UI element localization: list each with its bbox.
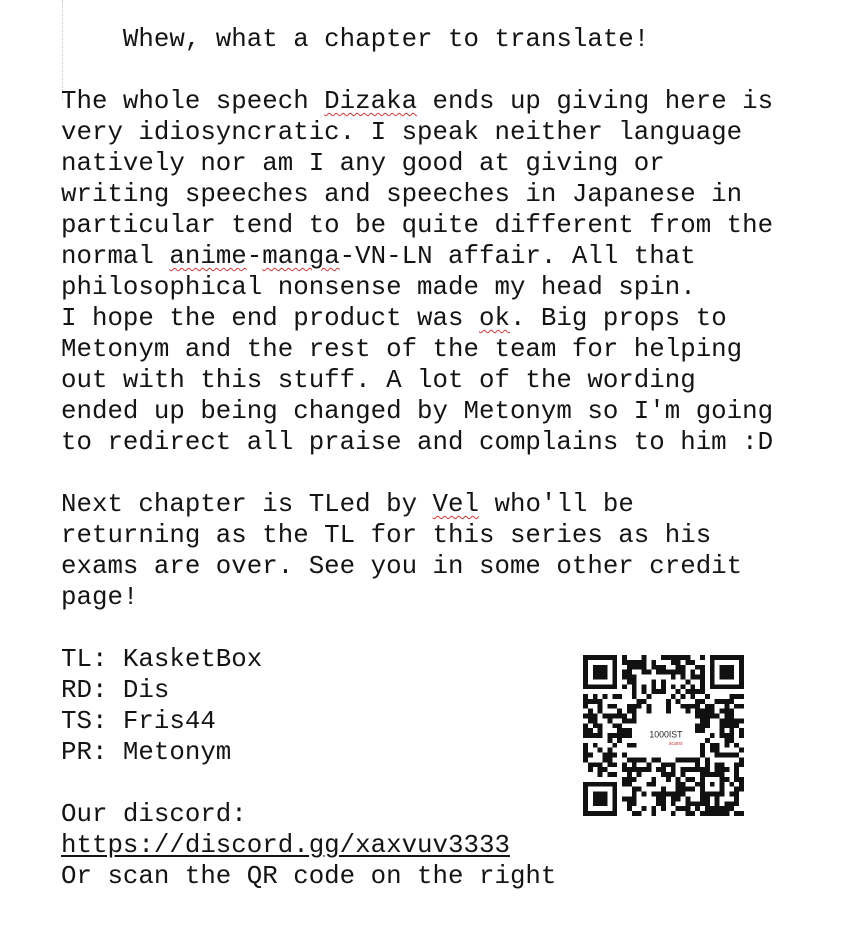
spellcheck-word: ok [478,304,510,333]
text-line [61,396,831,427]
text-run: . Big props to [509,304,727,333]
text-run: to redirect all praise and complains to him :D [61,428,774,457]
credit-ts: TS: Fris44 [61,707,216,736]
text-line [61,551,831,582]
text-line [61,117,831,148]
text-run: Next chapter is TLed by [61,490,433,519]
text-run: natively nor am I any good at giving or [61,149,665,178]
text-run: out with this stuff. A lot of the wording [61,366,696,395]
text-line [61,179,831,210]
qr-logo-subtext: scans [668,740,683,747]
text-run: writing speeches and speeches in Japanese in [61,180,743,209]
text-line [61,272,831,303]
spellcheck-word: Vel [432,490,479,519]
qr-logo [642,718,691,752]
credit-rd: RD: Dis [61,676,170,705]
spellcheck-word: Dizaka [324,87,418,116]
text-run: -VN-LN affair. All that [339,242,696,271]
spellcheck-word: manga [262,242,340,271]
discord-link[interactable]: https://discord.gg/xaxvuv3333 [61,831,510,860]
text-line [61,489,831,520]
text-run: returning as the TL for this series as his [61,521,712,550]
qr-code-icon[interactable] [583,655,744,816]
text-run: ended up being changed by Metonym so I'm going [61,397,774,426]
text-line [61,582,831,613]
text-line [61,210,831,241]
text-run: page! [61,583,139,612]
discord-label: Our discord: [61,800,247,829]
text-run: exams are over. See you in some other credit [61,552,743,581]
text-line [61,148,831,179]
text-line [61,520,831,551]
paragraph-translator-notes [61,86,831,458]
text-run: particular tend to be quite different from the [61,211,774,240]
text-run: philosophical nonsense made my head spin. [61,273,696,302]
heading-line: Whew, what a chapter to translate! [61,25,650,54]
qr-hint: Or scan the QR code on the right [61,862,557,891]
qr-logo-text: 1000IST [649,729,683,740]
spellcheck-word: anime [169,242,247,271]
text-run: - [246,242,263,271]
paragraph-next-chapter [61,489,831,613]
text-line [61,334,831,365]
text-line [61,365,831,396]
text-line [61,303,831,334]
credit-pr: PR: Metonym [61,738,232,767]
text-run: Metonym and the rest of the team for helping [61,335,743,364]
text-run: I hope the end product was [61,304,479,333]
text-run: who'll be [479,490,634,519]
text-line [61,427,831,458]
text-line [61,86,831,117]
text-run: The whole speech [61,87,325,116]
text-run: ends up giving here is [417,87,774,116]
text-run: very idiosyncratic. I speak neither language [61,118,743,147]
text-line [61,241,831,272]
credit-tl: TL: KasketBox [61,645,263,674]
text-run: normal [61,242,170,271]
